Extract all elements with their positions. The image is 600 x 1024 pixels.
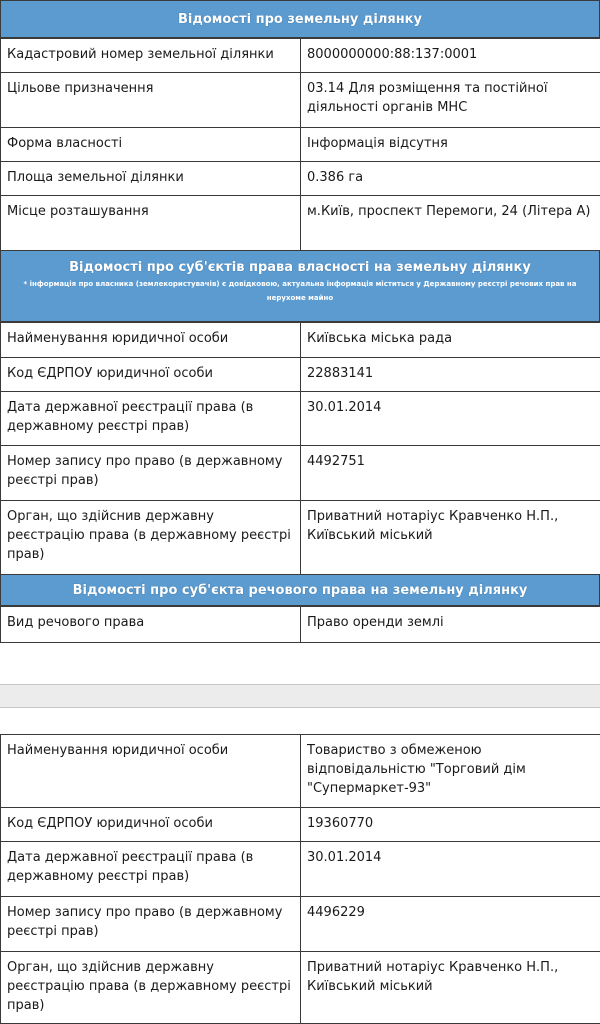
row-label: Площа земельної ділянки [1,162,301,196]
table-row [1,607,600,643]
row-value: Товариство з обмеженою відповідальністю "Торговий дім "Супермаркет-93" [301,735,600,808]
table-row [1,392,600,446]
lease-section [0,574,600,643]
row-value: 03.14 Для розміщення та постійної діяльності органів МНС [301,73,600,128]
row-value: 22883141 [301,358,600,392]
row-value: 4492751 [301,446,600,501]
owners-title: Відомості про суб'єктів права власності на земельну ділянку [1,259,599,277]
lease-header [0,574,600,606]
row-label: Орган, що здійснив державну реєстрацію права (в державному реєстрі прав) [1,501,301,575]
table-row [1,73,600,128]
table-row [1,735,600,808]
row-label: Найменування юридичної особи [1,323,301,358]
table-row [1,808,600,842]
table-row [1,323,600,358]
owners-note: * інформація про власника (землекористувачів) є довідковою, актуальна інформація міститься у Державному реєстрі речових прав на нерухоме майно [1,277,599,305]
row-value: Право оренди землі [301,607,600,643]
row-value: Приватний нотаріус Кравченко Н.П., Київський міський [301,952,600,1024]
row-label: Дата державної реєстрації права (в державному реєстрі прав) [1,392,301,446]
row-label: Цільове призначення [1,73,301,128]
row-label: Кадастровий номер земельної ділянки [1,39,301,73]
row-label: Код ЄДРПОУ юридичної особи [1,808,301,842]
table-row [1,897,600,952]
table-row [1,162,600,196]
lessee-section [0,734,600,1024]
table-row [1,446,600,501]
owners-section [0,250,600,575]
row-value: 30.01.2014 [301,392,600,446]
row-value: Приватний нотаріус Кравченко Н.П., Київський міський [301,501,600,575]
row-value: м.Київ, проспект Перемоги, 24 (Літера А) [301,196,600,251]
table-row [1,842,600,897]
lease-table [0,606,600,643]
row-label: Форма власності [1,128,301,162]
lease-title: Відомості про суб'єкта речового права на земельну ділянку [1,582,599,600]
table-row [1,358,600,392]
row-value: 30.01.2014 [301,842,600,897]
row-label: Місце розташування [1,196,301,251]
lessee-table [0,734,600,1024]
table-row [1,196,600,251]
table-row [1,39,600,73]
row-label: Орган, що здійснив державну реєстрацію права (в державному реєстрі прав) [1,952,301,1024]
row-label: Дата державної реєстрації права (в державному реєстрі прав) [1,842,301,897]
row-value: 0.386 га [301,162,600,196]
owners-header [0,250,600,322]
row-value: Київська міська рада [301,323,600,358]
table-row [1,501,600,575]
row-label: Номер запису про право (в державному реєстрі прав) [1,446,301,501]
row-label: Номер запису про право (в державному реєстрі прав) [1,897,301,952]
row-value: Інформація відсутня [301,128,600,162]
row-label: Код ЄДРПОУ юридичної особи [1,358,301,392]
row-value: 8000000000:88:137:0001 [301,39,600,73]
land-plot-title: Відомості про земельну ділянку [1,11,599,29]
land-plot-header [0,0,600,38]
row-label: Найменування юридичної особи [1,735,301,808]
land-plot-section [0,0,600,251]
row-value: 4496229 [301,897,600,952]
owners-table [0,322,600,575]
row-label: Вид речового права [1,607,301,643]
page-break-divider [0,684,600,708]
land-plot-table [0,38,600,251]
row-value: 19360770 [301,808,600,842]
table-row [1,128,600,162]
table-row [1,952,600,1024]
